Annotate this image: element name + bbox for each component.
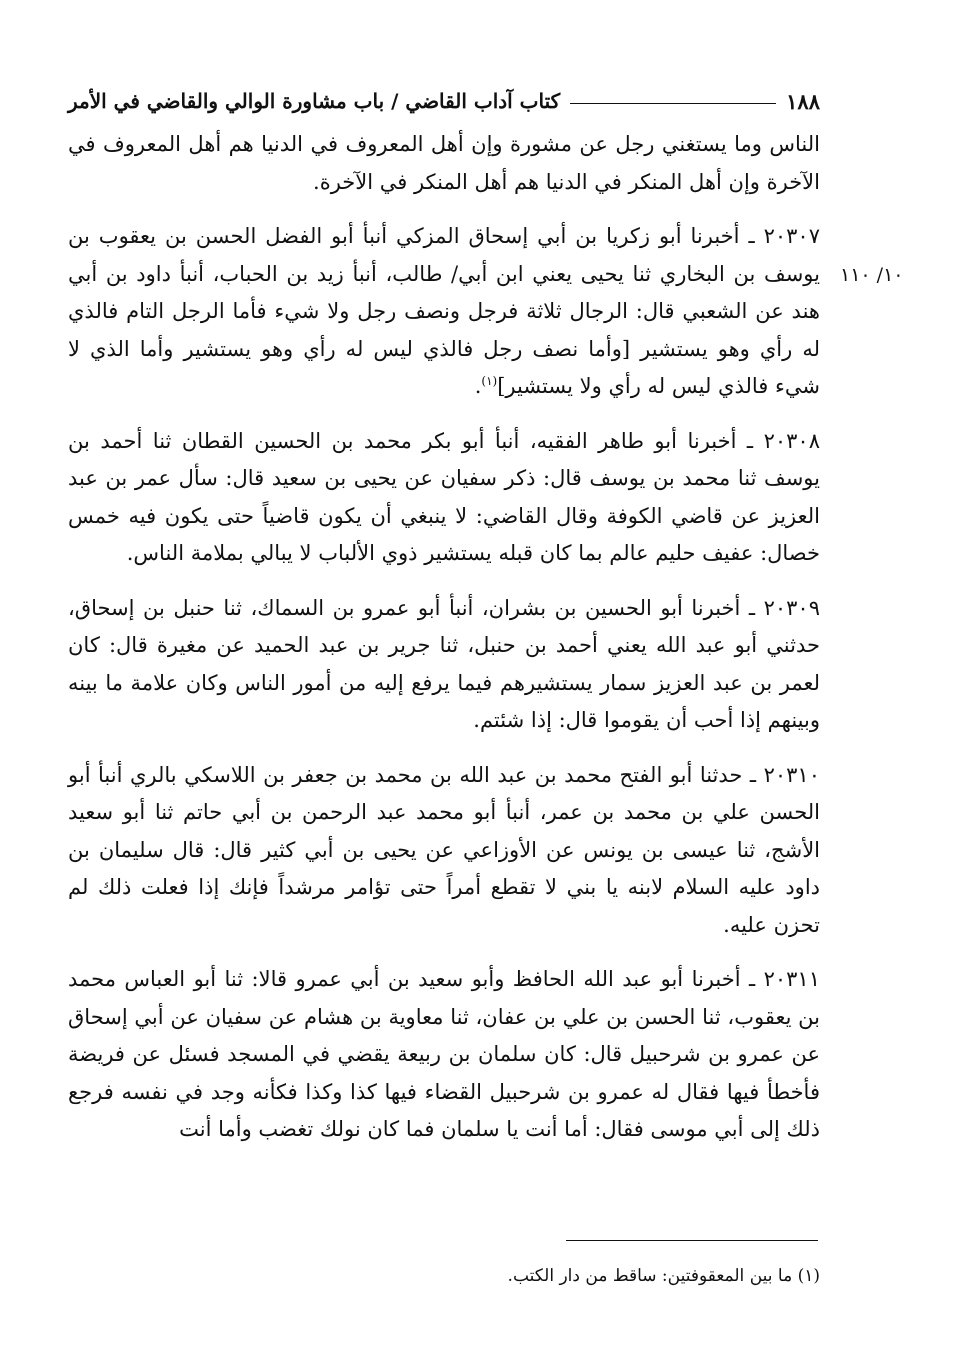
footnote-marker[interactable]: (١)	[481, 374, 498, 388]
hadith-number: ٢٠٣٠٨	[763, 428, 820, 453]
paragraph-text: ـ أخبرنا أبو الحسين بن بشران، أنبأ أبو عمرو بن السماك، ثنا حنبل بن إسحاق، حدثني أبو عبد الله يعني أحمد بن حنبل، ثنا جرير بن عبد الحميد عن مغيرة قال: كان لعمر بن عبد العزيز سمار يستشيرهم فيما يرفع إليه من أمور الناس وكان علامة ما بينه وبينهم إذا أحب أن يقوموا قال: إذا شئتم.	[68, 595, 820, 732]
page-number: ١٨٨	[786, 88, 820, 114]
hadith-number: ٢٠٣٠٩	[763, 595, 820, 620]
paragraph-continued	[68, 126, 820, 201]
hadith-paragraph-20308	[68, 423, 820, 573]
hadith-number: ٢٠٣٠٧	[763, 224, 820, 248]
paragraph-text: ـ أخبرنا أبو زكريا بن أبي إسحاق المزكي أنبأ أبو الفضل الحسن بن يعقوب بن يوسف بن البخاري ثنا يحيى يعني ابن أبي/ طالب، أنبأ زيد بن الحباب، أنبأ داود بن أبي هند عن الشعبي قال: الرجال ثلاثة فرجل ونصف رجل ولا شيء فأما الرجل التام فالذي له رأي وهو يستشير [وأما نصف رجل فالذي ليس له رأي وهو يستشير وأما الذي لا شيء فالذي ليس له رأي ولا يستشير]	[68, 224, 820, 398]
hadith-number: ٢٠٣١١	[763, 967, 820, 991]
hadith-paragraph-20310	[68, 757, 820, 945]
running-title: كتاب آداب القاضي / باب مشاورة الوالي والقاضي في الأمر	[68, 89, 561, 113]
running-head	[68, 84, 820, 118]
footnote: (١) ما بين المعقوفتين: ساقط من دار الكتب.	[507, 1266, 820, 1286]
header-rule	[570, 103, 776, 104]
paragraph-tail: .	[474, 374, 482, 398]
paragraph-text: ـ حدثنا أبو الفتح محمد بن عبد الله بن محمد بن جعفر بن اللاسكي بالري أنبأ أبو الحسن علي بن محمد بن عمر، أنبأ أبو محمد عبد الرحمن بن أبي حاتم ثنا أبو سعيد الأشج، ثنا عيسى بن يونس عن الأوزاعي عن يحيى بن أبي كثير قال: قال سليمان بن داود عليه السلام لابنه يا بني لا تقطع أمراً حتى تؤامر مرشداً فإنك إذا فعلت ذلك لم تحزن عليه.	[68, 762, 820, 937]
footnote-rule	[566, 1240, 818, 1241]
hadith-paragraph-20311	[68, 961, 820, 1149]
hadith-paragraph-20307	[68, 218, 820, 406]
hadith-paragraph-20309	[68, 590, 820, 740]
hadith-number: ٢٠٣١٠	[763, 762, 820, 787]
paragraph-text: ـ أخبرنا أبو طاهر الفقيه، أنبأ أبو بكر محمد بن الحسين القطان ثنا أحمد بن يوسف ثنا محمد بن يوسف قال: ذكر سفيان عن يحيى بن سعيد قال: سأل عمر بن عبد العزيز عن قاضي الكوفة وقال القاضي: لا ينبغي أن يكون قاضياً حتى يكون فيه خمس خصال: عفيف حليم عالم بما كان قبله يستشير ذوي الألباب لا يبالي بملامة الناس.	[68, 428, 820, 565]
paragraph-text: الناس وما يستغني رجل عن مشورة وإن أهل المعروف في الدنيا هم أهل المعروف في الآخرة وإن أهل المنكر في الدنيا هم أهل المنكر في الآخرة.	[68, 132, 820, 194]
main-text	[68, 126, 820, 1166]
paragraph-text: ـ أخبرنا أبو عبد الله الحافظ وأبو سعيد بن أبي عمرو قالا: ثنا أبو العباس محمد بن يعقوب، ثنا الحسن بن علي بن عفان، ثنا معاوية بن هشام عن سفيان عن أبي إسحاق عن عمرو بن شرحبيل قال: كان سلمان بن ربيعة يقضي في المسجد فسئل عن فريضة فأخطأ فيها فقال له عمرو بن شرحبيل القضاء فيها كذا وكذا فكأنه وجد في نفسه فرجع ذلك إلى أبي موسى فقال: أما أنت يا سلمان فما كان نولك تغضب وأما أنت	[68, 967, 820, 1141]
margin-manuscript-reference: ١٠/ ١١٠	[840, 264, 904, 286]
